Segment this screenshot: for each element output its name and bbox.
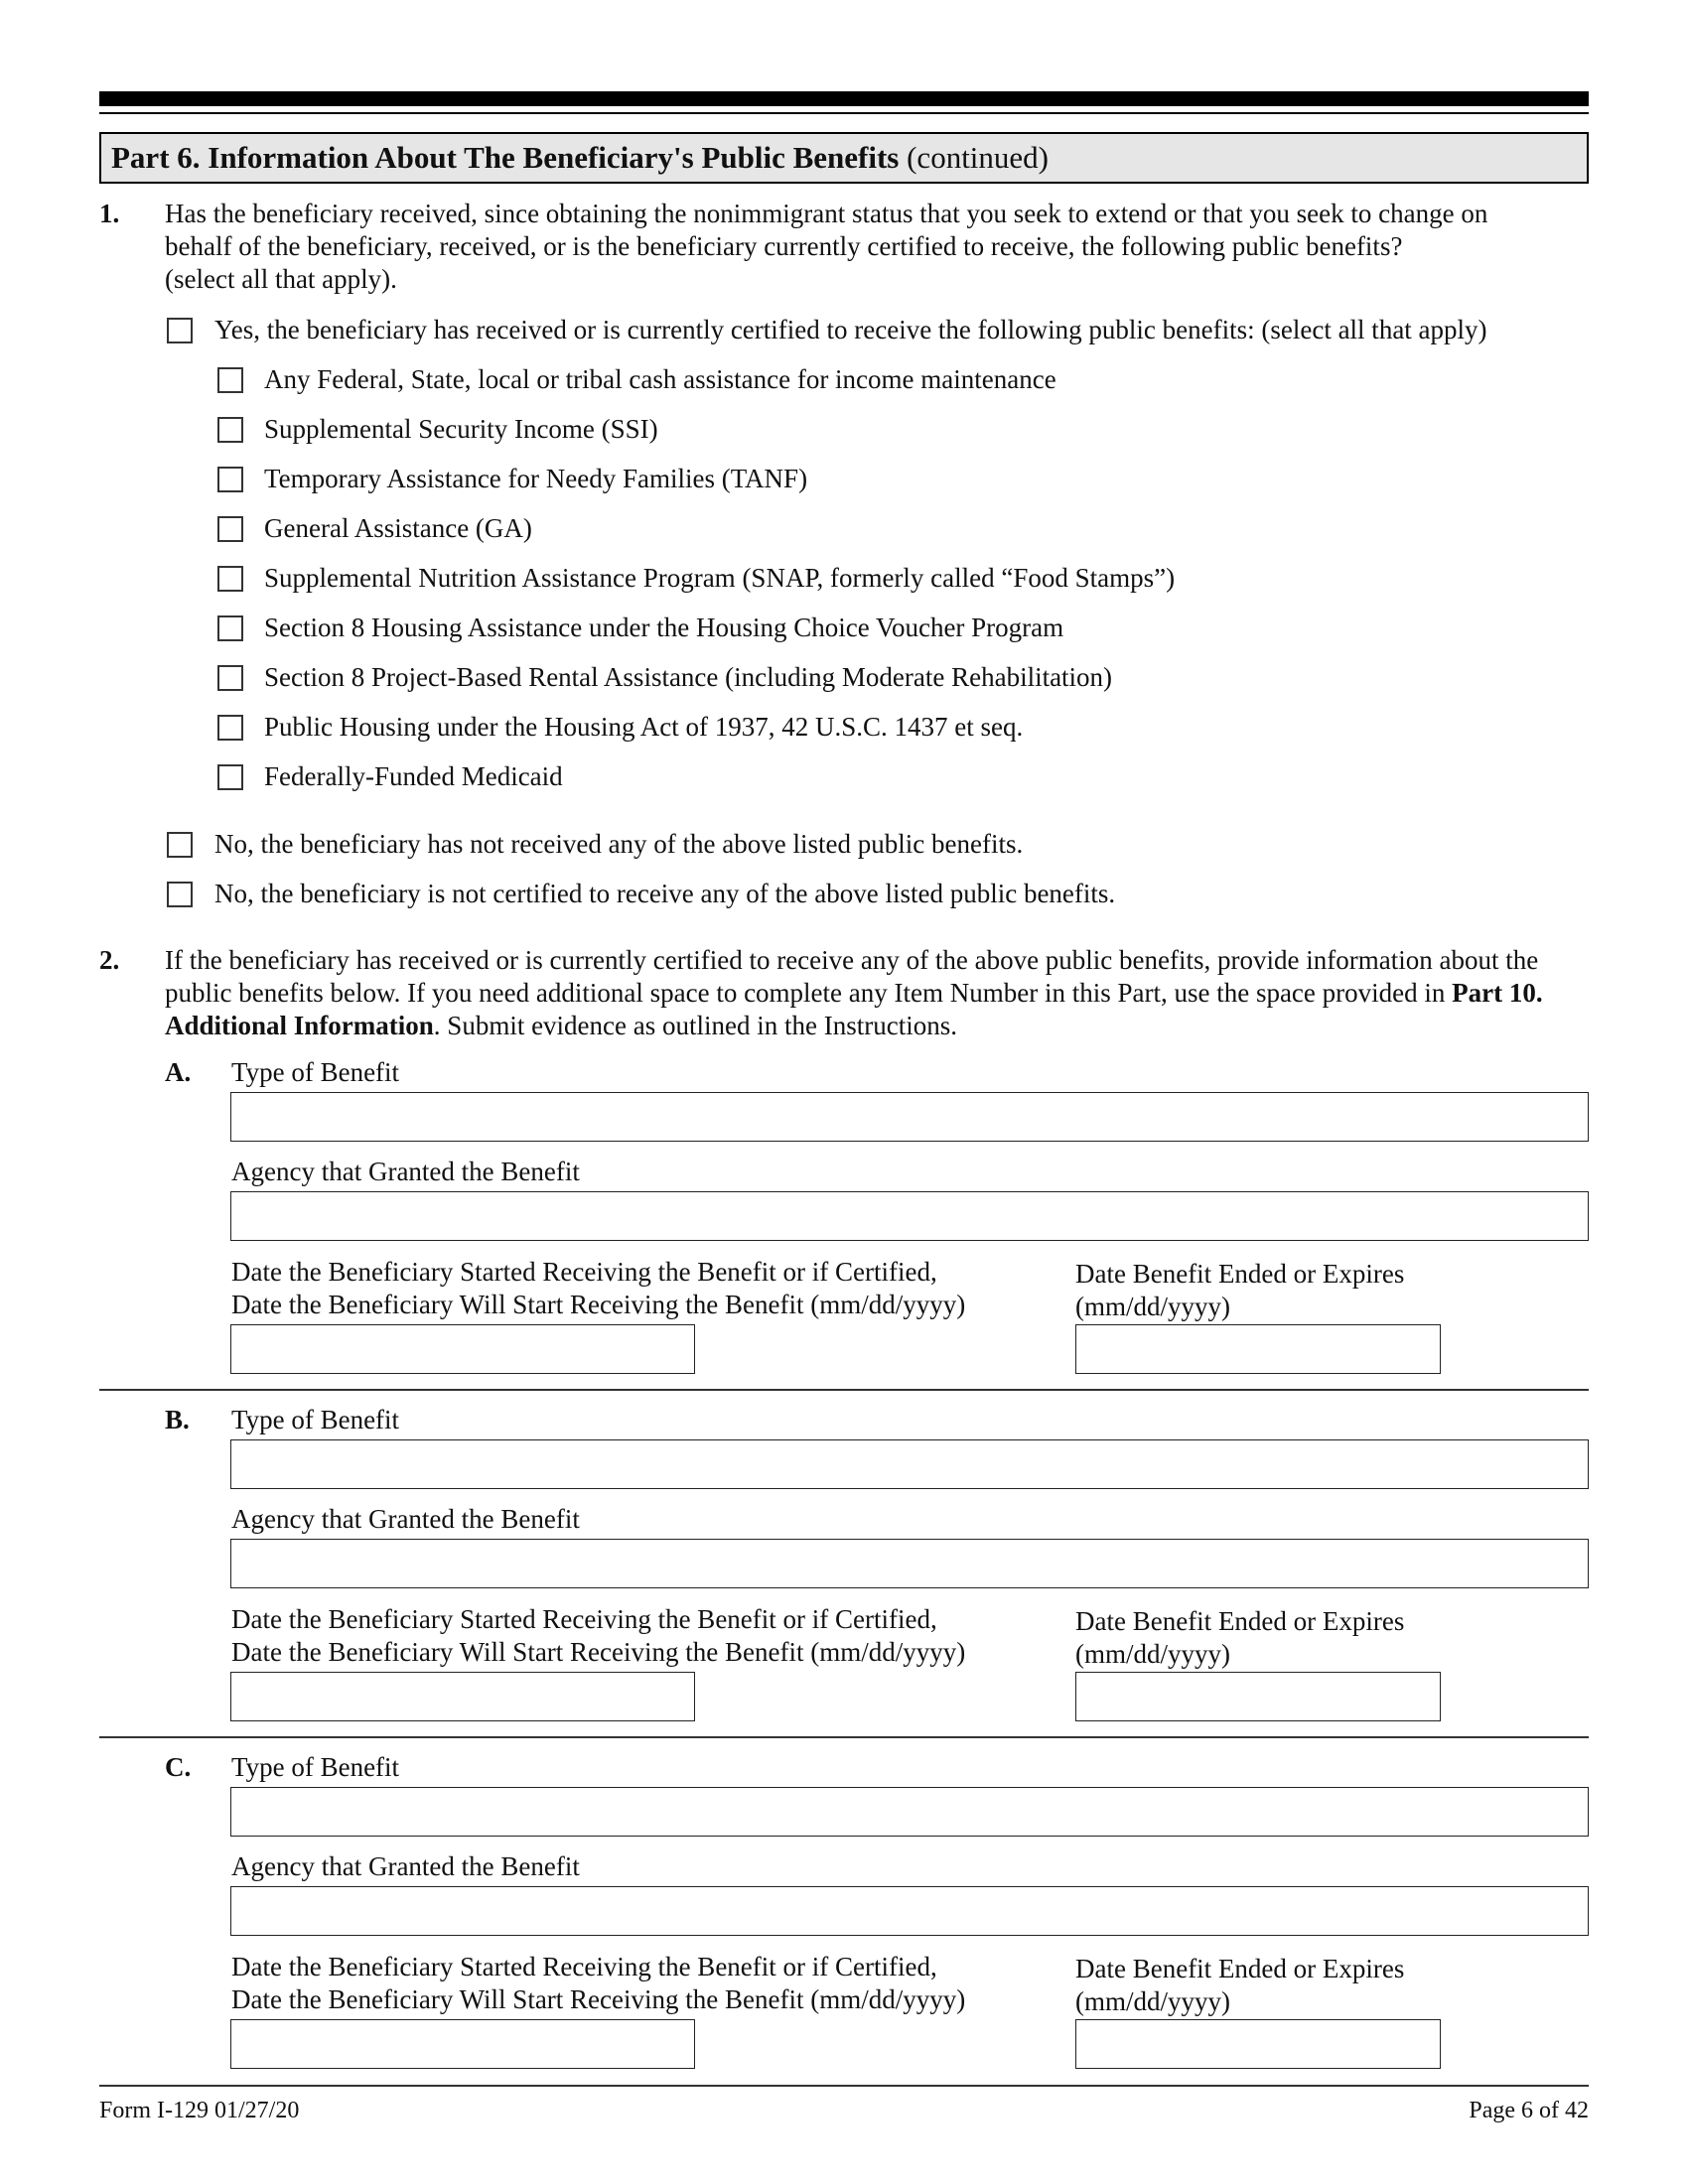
agency-input-c[interactable] [230, 1886, 1589, 1936]
yes-benefits-checkbox[interactable] [167, 318, 193, 343]
agency-label: Agency that Granted the Benefit [231, 1157, 580, 1186]
end-date-input-a[interactable] [1075, 1324, 1441, 1374]
q2-number: 2. [99, 945, 120, 975]
benefit-public-housing-checkbox[interactable] [217, 715, 243, 741]
benefit-label: General Assistance (GA) [264, 513, 532, 543]
end-date-label-line1: Date Benefit Ended or Expires [1075, 1954, 1405, 1983]
yes-benefits-label: Yes, the beneficiary has received or is currently certified to receive the following public benefits: (select all that apply) [214, 315, 1487, 344]
type-of-benefit-label: Type of Benefit [231, 1057, 400, 1087]
section-divider [99, 1736, 1589, 1738]
page-number: Page 6 of 42 [1469, 2098, 1589, 2123]
form-id: Form I-129 01/27/20 [99, 2098, 300, 2123]
part-header [99, 132, 1589, 184]
no-received-checkbox[interactable] [167, 832, 193, 858]
part-suffix: (continued) [907, 140, 1049, 175]
type-of-benefit-input-a[interactable] [230, 1092, 1589, 1142]
benefit-label: Federally-Funded Medicaid [264, 761, 563, 791]
end-date-label-line1: Date Benefit Ended or Expires [1075, 1606, 1405, 1636]
benefit-ga-checkbox[interactable] [217, 516, 243, 542]
top-thin-rule [99, 112, 1589, 114]
start-date-label-line2: Date the Beneficiary Will Start Receiving the Benefit (mm/dd/yyyy) [231, 1637, 966, 1667]
benefit-label: Any Federal, State, local or tribal cash assistance for income maintenance [264, 364, 1056, 394]
benefit-label: Public Housing under the Housing Act of 1937, 42 U.S.C. 1437 et seq. [264, 712, 1024, 742]
benefit-ssi-checkbox[interactable] [217, 417, 243, 443]
q1-number: 1. [99, 199, 120, 228]
start-date-label-line1: Date the Beneficiary Started Receiving the Benefit or if Certified, [231, 1952, 937, 1981]
part-number: Part 6. [111, 140, 201, 175]
no-certified-label: No, the beneficiary is not certified to receive any of the above listed public benefits. [214, 879, 1116, 908]
benefit-section8-voucher-checkbox[interactable] [217, 615, 243, 641]
footer-rule [99, 2085, 1589, 2087]
benefit-label: Section 8 Project-Based Rental Assistance (including Moderate Rehabilitation) [264, 662, 1113, 692]
benefit-medicaid-checkbox[interactable] [217, 764, 243, 790]
start-date-input-a[interactable] [230, 1324, 695, 1374]
start-date-input-c[interactable] [230, 2019, 695, 2069]
additional-info-reference: Additional Information [165, 1011, 434, 1040]
end-date-label-line1: Date Benefit Ended or Expires [1075, 1259, 1405, 1289]
benefit-section8-rental-checkbox[interactable] [217, 665, 243, 691]
section-divider [99, 1389, 1589, 1391]
q2-text-line1: If the beneficiary has received or is currently certified to receive any of the above public benefits, provide information about the [165, 945, 1539, 975]
part-header-text [111, 140, 1049, 176]
start-date-label-line2: Date the Beneficiary Will Start Receiving the Benefit (mm/dd/yyyy) [231, 1290, 966, 1319]
no-certified-checkbox[interactable] [167, 882, 193, 907]
q1-text-line2: behalf of the beneficiary, received, or is the beneficiary currently certified to receive, the following public benefits? [165, 231, 1403, 261]
part-title: Information About The Beneficiary's Public Benefits [208, 140, 900, 175]
section-letter: A. [165, 1057, 192, 1087]
benefit-tanf-checkbox[interactable] [217, 467, 243, 492]
end-date-input-c[interactable] [1075, 2019, 1441, 2069]
benefit-cash-assistance-checkbox[interactable] [217, 367, 243, 393]
start-date-label-line2: Date the Beneficiary Will Start Receiving the Benefit (mm/dd/yyyy) [231, 1984, 966, 2014]
q1-text-line3: (select all that apply). [165, 264, 397, 294]
q2-text-line2-part: public benefits below. If you need additional space to complete any Item Number in this Part, use the space provided in [165, 978, 1453, 1008]
end-date-label-line2: (mm/dd/yyyy) [1075, 1292, 1230, 1321]
benefit-label: Supplemental Nutrition Assistance Program (SNAP, formerly called “Food Stamps”) [264, 563, 1176, 593]
section-letter: C. [165, 1752, 192, 1782]
benefit-snap-checkbox[interactable] [217, 566, 243, 592]
benefit-label: Supplemental Security Income (SSI) [264, 414, 658, 444]
type-of-benefit-label: Type of Benefit [231, 1405, 400, 1434]
part10-reference: Part 10. [1452, 978, 1543, 1008]
end-date-label-line2: (mm/dd/yyyy) [1075, 1986, 1230, 2016]
benefit-label: Section 8 Housing Assistance under the Housing Choice Voucher Program [264, 613, 1064, 642]
q1-text-line1: Has the beneficiary received, since obtaining the nonimmigrant status that you seek to extend or that you seek to change on [165, 199, 1488, 228]
end-date-input-b[interactable] [1075, 1672, 1441, 1721]
agency-label: Agency that Granted the Benefit [231, 1504, 580, 1534]
section-letter: B. [165, 1405, 190, 1434]
type-of-benefit-input-b[interactable] [230, 1439, 1589, 1489]
top-thick-rule [99, 91, 1589, 106]
start-date-input-b[interactable] [230, 1672, 695, 1721]
q2-text-line2 [165, 977, 1543, 1010]
agency-input-a[interactable] [230, 1191, 1589, 1241]
end-date-label-line2: (mm/dd/yyyy) [1075, 1639, 1230, 1669]
agency-input-b[interactable] [230, 1539, 1589, 1588]
q2-text-line3 [165, 1010, 957, 1042]
no-received-label: No, the beneficiary has not received any of the above listed public benefits. [214, 829, 1024, 859]
start-date-label-line1: Date the Beneficiary Started Receiving the Benefit or if Certified, [231, 1257, 937, 1287]
agency-label: Agency that Granted the Benefit [231, 1851, 580, 1881]
start-date-label-line1: Date the Beneficiary Started Receiving the Benefit or if Certified, [231, 1604, 937, 1634]
type-of-benefit-input-c[interactable] [230, 1787, 1589, 1837]
type-of-benefit-label: Type of Benefit [231, 1752, 400, 1782]
benefit-label: Temporary Assistance for Needy Families (TANF) [264, 464, 808, 493]
q2-text-line3-rest: . Submit evidence as outlined in the Instructions. [433, 1011, 957, 1040]
